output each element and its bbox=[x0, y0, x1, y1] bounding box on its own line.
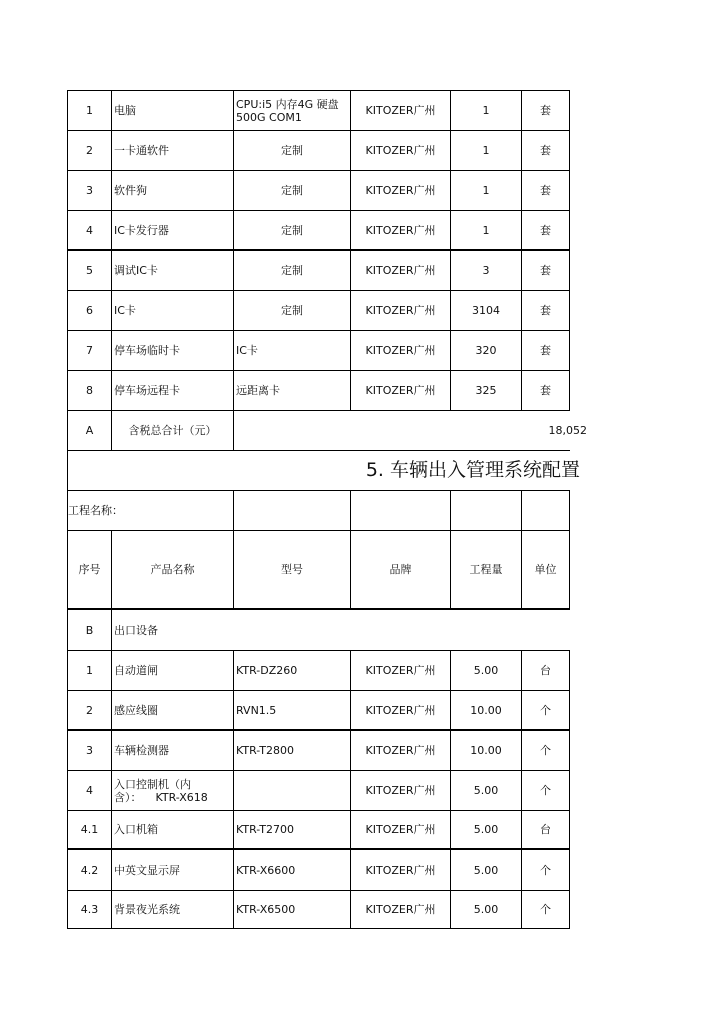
product-unit: 个 bbox=[540, 903, 551, 916]
product-brand: KITOZER广州 bbox=[365, 144, 436, 157]
product-model: 定制 bbox=[281, 304, 303, 317]
product-model: KTR-X6500 bbox=[236, 903, 296, 916]
product-unit: 台 bbox=[540, 664, 551, 677]
product-name-multiline bbox=[112, 771, 233, 810]
project-name-label: 工程名称： bbox=[68, 504, 123, 517]
product-name-code: KTR-X618 bbox=[155, 790, 208, 804]
product-quantity: 325 bbox=[475, 384, 497, 397]
product-brand: KITOZER广州 bbox=[365, 184, 436, 197]
product-unit: 套 bbox=[540, 184, 551, 197]
product-name: 感应线圈 bbox=[114, 703, 158, 717]
row-number: 4 bbox=[86, 784, 93, 797]
product-quantity: 5.00 bbox=[473, 784, 499, 797]
product-unit: 个 bbox=[540, 784, 551, 797]
row-number: 4.3 bbox=[80, 903, 99, 916]
product-unit: 套 bbox=[540, 304, 551, 317]
product-name: 自动道闸 bbox=[114, 664, 158, 677]
product-name: 电脑 bbox=[114, 104, 136, 117]
header-product-name: 产品名称 bbox=[150, 563, 195, 576]
product-name: 停车场临时卡 bbox=[114, 344, 180, 357]
product-quantity: 1 bbox=[482, 144, 490, 157]
total-value: 18,052 bbox=[548, 424, 587, 437]
product-model bbox=[234, 771, 350, 810]
row-number: 2 bbox=[86, 703, 93, 717]
product-brand: KITOZER广州 bbox=[365, 703, 436, 717]
product-name: 车辆检测器 bbox=[114, 744, 169, 757]
product-model: KTR-T2700 bbox=[236, 823, 294, 836]
row-number: 7 bbox=[86, 344, 93, 357]
product-model: 远距离卡 bbox=[236, 384, 280, 397]
row-number: 4.1 bbox=[80, 823, 99, 836]
header-model: 型号 bbox=[281, 563, 303, 576]
product-unit: 套 bbox=[540, 104, 551, 117]
product-brand: KITOZER广州 bbox=[365, 304, 436, 317]
total-label: 含税总合计（元） bbox=[128, 424, 217, 437]
product-model: 定制 bbox=[281, 223, 303, 237]
product-model: KTR-T2800 bbox=[236, 744, 294, 757]
product-name: 背景夜光系统 bbox=[114, 903, 180, 916]
product-quantity: 320 bbox=[475, 344, 497, 357]
product-name: 一卡通软件 bbox=[114, 144, 169, 157]
product-model: RVN1.5 bbox=[236, 703, 277, 717]
product-model: 定制 bbox=[281, 264, 303, 277]
row-number: 3 bbox=[86, 744, 93, 757]
row-number: 6 bbox=[86, 304, 93, 317]
product-quantity: 1 bbox=[482, 223, 490, 237]
total-row-label-code: A bbox=[85, 424, 94, 437]
row-number: 8 bbox=[86, 384, 93, 397]
group-name: 出口设备 bbox=[114, 623, 158, 637]
product-model: 定制 bbox=[281, 184, 303, 197]
product-quantity: 5.00 bbox=[473, 823, 499, 836]
row-number: 1 bbox=[86, 664, 93, 677]
grid-line bbox=[569, 90, 570, 410]
product-brand: KITOZER广州 bbox=[365, 903, 436, 916]
product-brand: KITOZER广州 bbox=[365, 744, 436, 757]
header-quantity: 工程量 bbox=[469, 563, 503, 576]
product-unit: 个 bbox=[540, 744, 551, 757]
product-name: 入口机箱 bbox=[114, 823, 158, 836]
grid-line bbox=[67, 928, 570, 929]
product-brand: KITOZER广州 bbox=[365, 344, 436, 357]
product-unit: 套 bbox=[540, 344, 551, 357]
product-brand: KITOZER广州 bbox=[365, 863, 436, 877]
product-name: 中英文显示屏 bbox=[114, 863, 180, 877]
product-unit: 个 bbox=[540, 863, 551, 877]
product-quantity: 5.00 bbox=[473, 863, 499, 877]
product-name: 停车场远程卡 bbox=[114, 384, 180, 397]
product-quantity: 3104 bbox=[472, 304, 500, 317]
product-name: IC卡 bbox=[114, 304, 136, 317]
header-unit: 单位 bbox=[534, 563, 557, 576]
product-name: IC卡发行器 bbox=[114, 223, 169, 237]
product-quantity: 1 bbox=[482, 104, 490, 117]
product-quantity: 5.00 bbox=[473, 664, 499, 677]
product-model: CPU:i5 内存4G 硬盘500G COM1 bbox=[236, 97, 339, 124]
product-unit: 套 bbox=[540, 223, 551, 237]
product-brand: KITOZER广州 bbox=[365, 823, 436, 836]
row-number: 1 bbox=[86, 104, 93, 117]
grid-line bbox=[569, 650, 570, 928]
product-unit: 套 bbox=[540, 144, 551, 157]
product-name: 调试IC卡 bbox=[114, 264, 158, 277]
group-code: B bbox=[85, 623, 94, 637]
product-model: 定制 bbox=[281, 144, 303, 157]
product-model: IC卡 bbox=[236, 344, 258, 357]
product-model: KTR-X6600 bbox=[236, 863, 296, 877]
product-brand: KITOZER广州 bbox=[365, 384, 436, 397]
grid-line bbox=[569, 490, 570, 610]
product-quantity: 1 bbox=[482, 184, 490, 197]
product-unit: 台 bbox=[540, 823, 551, 836]
product-quantity: 10.00 bbox=[470, 744, 502, 757]
product-brand: KITOZER广州 bbox=[365, 223, 436, 237]
row-number: 3 bbox=[86, 184, 93, 197]
product-model: KTR-DZ260 bbox=[236, 664, 298, 677]
product-unit: 套 bbox=[540, 264, 551, 277]
product-unit: 套 bbox=[540, 384, 551, 397]
section-title: 5. 车辆出入管理系统配置 bbox=[365, 459, 580, 481]
product-quantity: 3 bbox=[482, 264, 490, 277]
row-number: 5 bbox=[86, 264, 93, 277]
product-brand: KITOZER广州 bbox=[365, 784, 436, 797]
product-name-line2 bbox=[114, 791, 208, 804]
product-name-line1: 入口控制机（内 bbox=[114, 777, 191, 791]
row-number: 4.2 bbox=[80, 863, 99, 877]
product-brand: KITOZER广州 bbox=[365, 664, 436, 677]
product-name: 软件狗 bbox=[114, 184, 147, 197]
product-brand: KITOZER广州 bbox=[365, 264, 436, 277]
product-name-line2-text: 含）： bbox=[114, 790, 142, 804]
product-unit: 个 bbox=[540, 703, 551, 717]
product-quantity: 10.00 bbox=[470, 703, 502, 717]
header-brand: 品牌 bbox=[389, 563, 412, 576]
row-number: 2 bbox=[86, 144, 93, 157]
product-brand: KITOZER广州 bbox=[365, 104, 436, 117]
row-number: 4 bbox=[86, 223, 93, 237]
product-quantity: 5.00 bbox=[473, 903, 499, 916]
header-number: 序号 bbox=[78, 563, 101, 576]
